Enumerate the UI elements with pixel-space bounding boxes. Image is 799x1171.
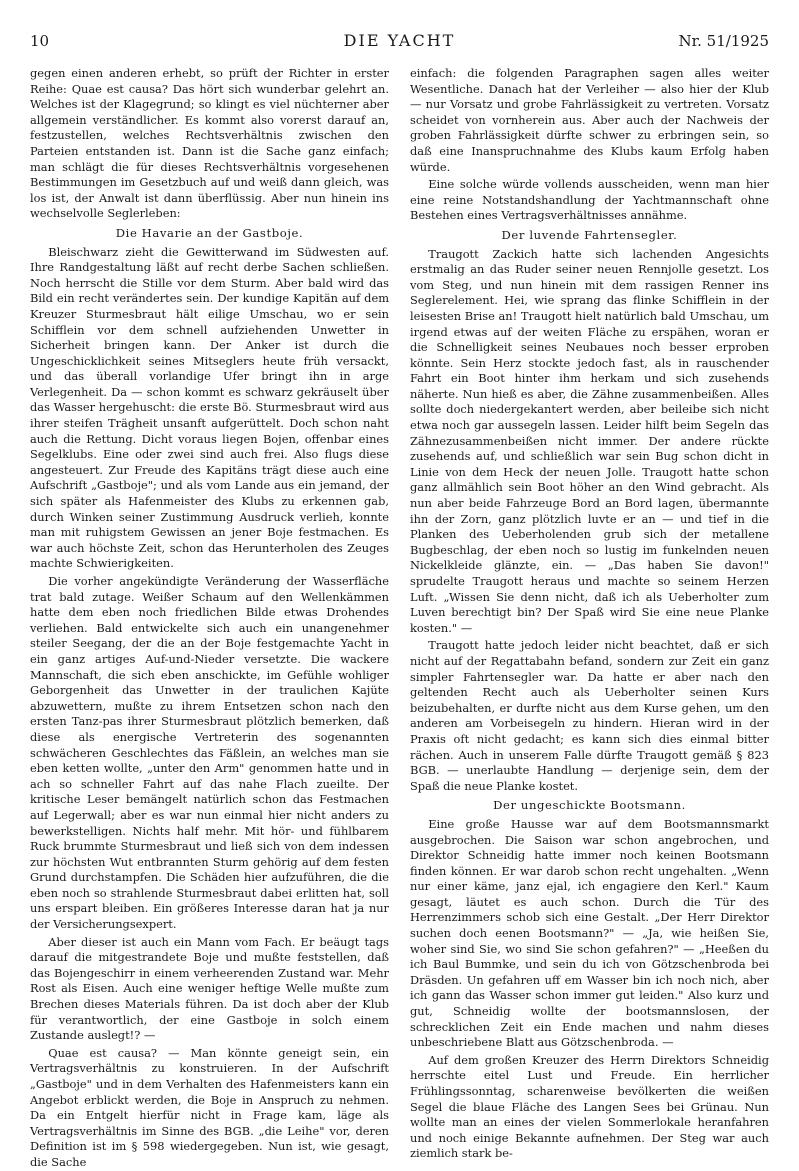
section-heading: Der ungeschickte Bootsmann. [493, 798, 686, 813]
issue-number: Nr. 51/1925 [678, 32, 769, 50]
paragraph: Aber dieser ist auch ein Mann vom Fach. Er beäugt tags darauf die mitgestrandete Boje und mußte feststellen, daß das Bojengeschirr in einem verheerenden Zustand war. Mehr Rost als Eisen. Auch eine weniger heftige Welle mußte zum Brechen dieses Materials führen. Da ist doch aber der Klub für verantwortlich, der eine Gastboje in solch einem Zustande auslegt!? — [30, 934, 389, 1043]
section-heading: Der luvende Fahrtensegler. [501, 227, 678, 242]
paragraph: Eine große Hausse war auf dem Bootsmannsmarkt ausgebrochen. Die Saison war schon angebrochen, und Direktor Schneidig hatte immer noch keinen Bootsmann finden können. Er war darob schon recht ungehalten. „Wenn nur einer käme, janz ejal, ich engagiere den Kerl." Kaum gesagt, läutet es auch schon. Durch die Tür des Herrenzimmers schob sich eine Gestalt. „Der Herr Direktor suchen doch eenen Bootsmann?" — „Ja, wie heißen Sie, woher sind Sie, wo sind Sie schon gefahren?" — „Heeßen du ich Baul Bummke, und sein du ich von Götzschenbroda bei Dräsden. Un gefahren uff em Wasser bin ich noch nich, aber ich gann das Wasser schon immer gut leiden." Also kurz und gut, Schneidig wollte der bootsmannslosen, der schrecklichen Zeit ein Ende machen und nahm dieses unbeschriebene Blatt aus Götzschenbroda. — [410, 816, 769, 1050]
paragraph: gegen einen anderen erhebt, so prüft der Richter in erster Reihe: Quae est causa? Das hört sich wunderbar gelehrt an. Welches ist der Klagegrund; so klingt es viel nüchterner aber allgemein verständlicher. Es kommt also vorerst darauf an, festzustellen, welches Rechtsverhältnis zwischen den Parteien entstanden ist. Dann ist die Sache ganz einfach; man schlägt die für dieses Rechtsverhältnis vorgesehenen Bestimmungen im Gesetzbuch auf und weiß dann gleich, was los ist, der Anwalt ist dann überflüssig. Aber nun hinein ins wechselvolle Seglerleben: [30, 66, 389, 221]
paragraph: Traugott Zackich hatte sich lachenden Angesichts erstmalig an das Ruder seiner neuen Rennjolle gesetzt. Los vom Steg, und nun hinein mit dem rassigen Renner ins Seglerelement. Hei, wie sprang das flinke Schifflein in der leisesten Brise an! Traugott hielt natürlich bald Umschau, um irgend etwas auf der weiten Fläche zu erspähen, woran er die Schnelligkeit seines Neubaues noch besser erproben könnte. Sein Herz stockte jedoch fast, als in rauschender Fahrt ein Boot hinter ihm herkam und sich zusehends näherte. Nun hieß es aber, die Zähne zusammenbeißen. Alles sollte doch niedergekantert werden, aber beileibe sich nicht etwa noch gar aussegeln lassen. Leider hilft beim Segeln das Zähnezusammenbeißen nicht immer. Der andere rückte zusehends auf, und schließlich war sein Bug schon dicht in Linie von dem Heck der neuen Jolle. Traugott hatte schon ganz allmählich sein Boot höher an den Wind gebracht. Als nun aber beide Fahrzeuge Bord an Bord lagen, übermannte ihn der Zorn, ganz plötzlich luvte er an — und tief in die Planken des Ueberholenden grub sich der metallene Bugbeschlag, der eben noch so lustig im funkelnden neuen Nickelkleide glänzte, ein. — „Das haben Sie davon!" sprudelte Traugott heraus und machte so seinem Herzen Luft. „Wissen Sie denn nicht, daß ich als Ueberholter zum Luven berechtigt bin? Der Spaß wird Sie eine neue Planke kosten." — [410, 246, 769, 635]
page-header [30, 30, 769, 52]
paragraph: Traugott hatte jedoch leider nicht beachtet, daß er sich nicht auf der Regattabahn befand, sondern zur Zeit ein ganz simpler Fahrtensegler war. Da hatte er aber nach den geltenden Recht auch als Ueberholter seinen Kurs beizubehalten, er durfte nicht aus dem Kurse gehen, um den anderen am Vorbeisegeln zu hindern. Hieran wird in der Praxis oft nicht gedacht; es kann sich dies einmal bitter rächen. Auch in unserem Falle dürfte Traugott gemäß § 823 BGB. — unerlaubte Handlung — derjenige sein, dem der Spaß die neue Planke kostet. [410, 638, 769, 793]
section-heading: Die Havarie an der Gastboje. [115, 225, 304, 240]
left-column [30, 66, 389, 1169]
paragraph: Eine solche würde vollends ausscheiden, wenn man hier eine reine Notstandshandlung der Yachtmannschaft ohne Bestehen eines Vertragsverhältnisses annähme. [410, 177, 769, 223]
paragraph: Quae est causa? — Man könnte geneigt sein, ein Vertragsverhältnis zu konstruieren. In der Aufschrift „Gastboje" und in dem Verhalten des Hafenmeisters kann ein Angebot erblickt werden, die Boje in Anspruch zu nehmen. Da ein Entgelt hierfür nicht in Frage kam, läge als Vertragsverhältnis im Sinne des BGB. „die Leihe" vor, deren Definition ist im § 598 wiedergegeben. Nun ist, wie gesagt, die Sache [30, 1045, 389, 1169]
paragraph: Bleischwarz zieht die Gewitterwand im Südwesten auf. Ihre Randgestaltung läßt auf recht derbe Sachen schließen. Noch herrscht die Stille vor dem Sturm. Aber bald wird das Bild ein recht verändertes sein. Der kundige Kapitän auf dem Kreuzer Sturmesbraut hält eilige Umschau, wo er sein Schifflein vor dem schnell aufziehenden Unwetter in Sicherheit bringen kann. Der Anker ist durch die Ungeschicklichkeit seines Mitseglers heute früh versackt, und das überall vorlandige Ufer bringt ihn in arge Verlegenheit. Da — schon kommt es schwarz gekräuselt über das Wasser hergehuscht: die erste Bö. Sturmesbraut wird aus ihrer steifen Trägheit unsanft aufgerüttelt. Doch schon naht auch die Rettung. Dicht voraus liegen Bojen, offenbar eines Segelklubs. Eine oder zwei sind auch frei. Also flugs diese angesteuert. Zur Freude des Kapitäns trägt diese auch eine Aufschrift „Gastboje"; und als vom Lande aus ein jemand, der sich später als Hafenmeister des Klubs zu erkennen gab, durch Winken seiner Zustimmung Ausdruck verlieh, konnte man mit ruhigstem Gewissen an jener Boje festmachen. Es war auch höchste Zeit, schon das Herunterholen des Zeuges machte Schwierigkeiten. [30, 244, 389, 571]
paragraph: Auf dem großen Kreuzer des Herrn Direktors Schneidig herrschte eitel Lust und Freude. Ein herrlicher Frühlingssonntag, scharenweise bevölkerten die weißen Segel die blaue Fläche des Langen Sees bei Grünau. Nun wollte man an eines der vielen Sommerlokale heranfahren und noch einige Bekannte aufnehmen. Der Steg war auch ziemlich stark be- [410, 1052, 769, 1161]
paragraph: Die vorher angekündigte Veränderung der Wasserfläche trat bald zutage. Weißer Schaum auf den Wellenkämmen hatte dem eben noch friedlichen Bilde etwas Drohendes verliehen. Bald entwickelte sich auch ein unangenehmer steiler Seegang, der die an der Boje festgemachte Yacht in ein ganz artiges Auf-und-Nieder versetzte. Die wackere Mannschaft, die sich eben anschickte, im Gefühle wohliger Geborgenheit das Unwetter in der traulichen Kajüte abzuwettern, mußte zu ihrem Entsetzen schon nach den ersten Tanz-pas ihrer Sturmesbraut plötzlich bemerken, daß diese als energische Vertreterin des sogenannten schwächeren Geschlechtes das Fäßlein, an welches man sie eben ketten wollte, „unter den Arm" genommen hatte und in ach so schneller Fahrt auf das nahe Flach zueilte. Der kritische Leser bemängelt natürlich schon das Festmachen auf Legerwall; aber es war nun einmal hier nicht anders zu bewerkstelligen. Nichts half mehr. Mit hör- und fühlbarem Ruck brummte Sturmesbraut und ließ sich von dem indessen zur höchsten Wut entbrannten Sturm gehörig auf dem festen Grund durchstampfen. Die Schäden hier aufzuführen, die die eben noch so strahlende Sturmesbraut dabei erlitten hat, soll uns erspart bleiben. Ein größeres Interesse daran hat ja nur der Versicherungsexpert. [30, 574, 389, 932]
page-number: 10 [30, 32, 50, 50]
magazine-title: DIE YACHT [343, 31, 456, 50]
paragraph: einfach: die folgenden Paragraphen sagen alles weiter Wesentliche. Danach hat der Verleiher — also hier der Klub — nur Vorsatz und grobe Fahrlässigkeit zu vertreten. Vorsatz scheidet von vornherein aus. Aber auch der Nachweis der groben Fahrlässigkeit dürfte schwer zu erbringen sein, so daß eine Inanspruchnahme des Klubs kaum Erfolg haben würde. [410, 66, 769, 174]
right-column [410, 66, 769, 1161]
